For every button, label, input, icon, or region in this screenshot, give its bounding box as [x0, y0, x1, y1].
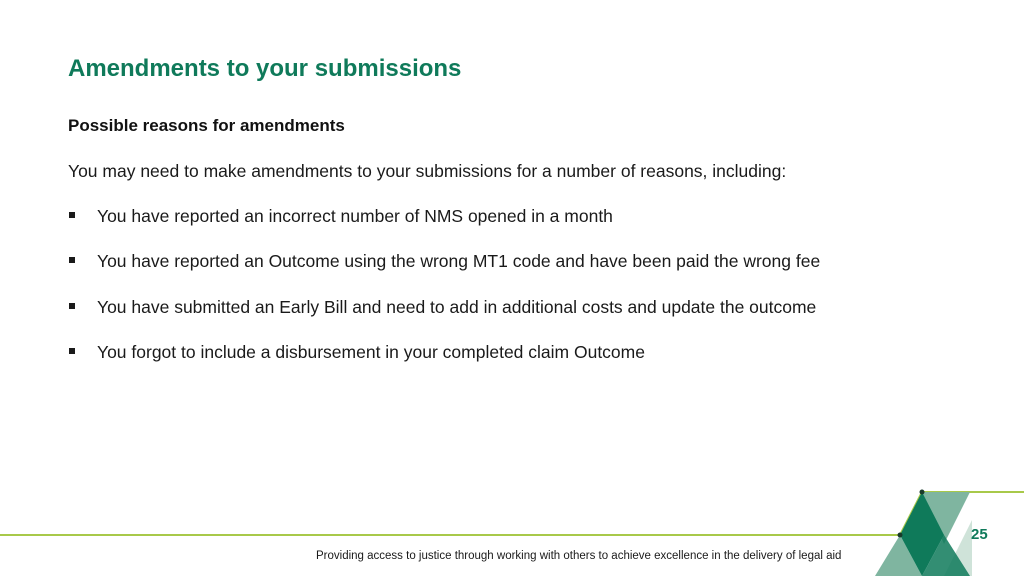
list-item-text: You forgot to include a disbursement in your completed claim Outcome — [97, 342, 645, 363]
square-bullet-icon — [69, 212, 75, 218]
page-number: 25 — [971, 526, 988, 543]
list-item-text: You have reported an incorrect number of NMS opened in a month — [97, 206, 613, 226]
list-item-text: You have submitted an Early Bill and need to add in additional costs and update the outcome — [97, 296, 817, 317]
section-heading: Possible reasons for amendments — [68, 116, 345, 135]
square-bullet-icon — [69, 257, 75, 263]
footer-tagline: Providing access to justice through working with others to achieve excellence in the delivery of legal aid — [316, 550, 842, 562]
square-bullet-icon — [69, 303, 75, 309]
list-item-text: You have reported an Outcome using the wrong MT1 code and have been paid the wrong fee — [97, 251, 821, 272]
page-title: Amendments to your submissions — [68, 55, 462, 82]
intro-paragraph: You may need to make amendments to your submissions for a number of reasons, including: — [68, 161, 787, 181]
diamond-logo-icon — [860, 488, 1024, 576]
square-bullet-icon — [69, 348, 75, 354]
footer-divider — [0, 534, 902, 536]
